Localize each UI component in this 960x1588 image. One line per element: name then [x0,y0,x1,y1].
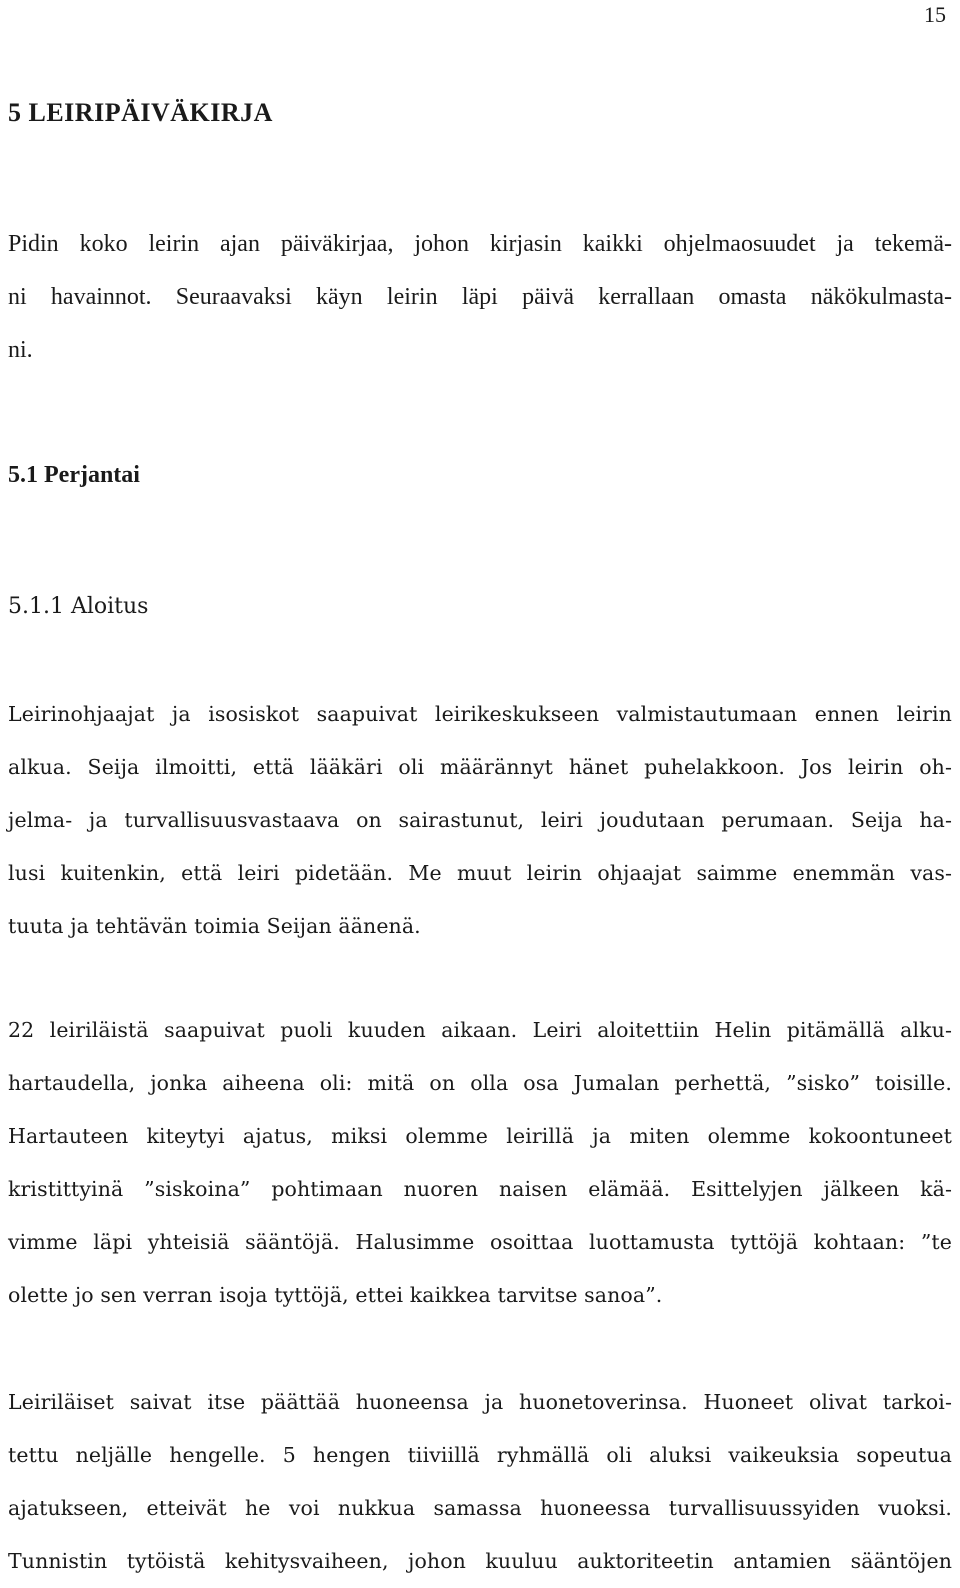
paragraph-line: tuuta ja tehtävän toimia Seijan äänenä. [8,914,421,938]
paragraph-line: ni. [8,337,33,363]
paragraph-line: alkua. Seija ilmoitti, että lääkäri oli määrännyt hänet puhelakkoon. Jos leirin oh- [8,755,952,779]
paragraph-line: Leirinohjaajat ja isosiskot saapuivat leirikeskukseen valmistautumaan ennen leirin [8,702,952,726]
paragraph-line: vimme läpi yhteisiä sääntöjä. Halusimme osoittaa luottamusta tyttöjä kohtaan: ”te [8,1230,952,1254]
page-number: 15 [924,2,946,27]
paragraph-line: kristittyinä ”siskoina” pohtimaan nuoren naisen elämää. Esittelyjen jälkeen kä- [8,1177,952,1201]
paragraph-line: jelma- ja turvallisuusvastaava on sairastunut, leiri joudutaan perumaan. Seija ha- [8,808,952,832]
paragraph-aloitus-3 [8,1376,952,1588]
paragraph-line: ni havainnot. Seuraavaksi käyn leirin läpi päivä kerrallaan omasta näkökulmasta- [8,284,952,310]
paragraph-line: hartaudella, jonka aiheena oli: mitä on olla osa Jumalan perhettä, ”sisko” toisille. [8,1071,952,1095]
paragraph-line: lusi kuitenkin, että leiri pidetään. Me muut leirin ohjaajat saimme enemmän vas- [8,861,952,885]
paragraph-line: ajatukseen, etteivät he voi nukkua samassa huoneessa turvallisuussyiden vuoksi. [8,1496,952,1520]
paragraph-line: 22 leiriläistä saapuivat puoli kuuden aikaan. Leiri aloitettiin Helin pitämällä alku- [8,1018,952,1042]
paragraph-line: Pidin koko leirin ajan päiväkirjaa, johon kirjasin kaikki ohjelmaosuudet ja tekemä- [8,231,952,257]
paragraph-line: Tunnistin tytöistä kehitysvaiheen, johon kuuluu auktoriteetin antamien sääntöjen [8,1549,952,1573]
section-heading: 5.1 Perjantai [8,462,140,488]
paragraph-aloitus-1 [8,688,952,953]
paragraph-line: Leiriläiset saivat itse päättää huoneensa ja huonetoverinsa. Huoneet olivat tarkoi- [8,1390,952,1414]
paragraph-line: olette jo sen verran isoja tyttöjä, ettei kaikkea tarvitse sanoa”. [8,1283,663,1307]
paragraph-line: Hartauteen kiteytyi ajatus, miksi olemme leirillä ja miten olemme kokoontuneet [8,1124,952,1148]
paragraph-line: tettu neljälle hengelle. 5 hengen tiiviillä ryhmällä oli aluksi vaikeuksia sopeutua [8,1443,952,1467]
chapter-heading: 5 LEIRIPÄIVÄKIRJA [8,98,273,127]
paragraph-aloitus-2 [8,1004,952,1322]
subsection-heading: 5.1.1 Aloitus [8,594,149,619]
intro-paragraph [8,218,952,377]
